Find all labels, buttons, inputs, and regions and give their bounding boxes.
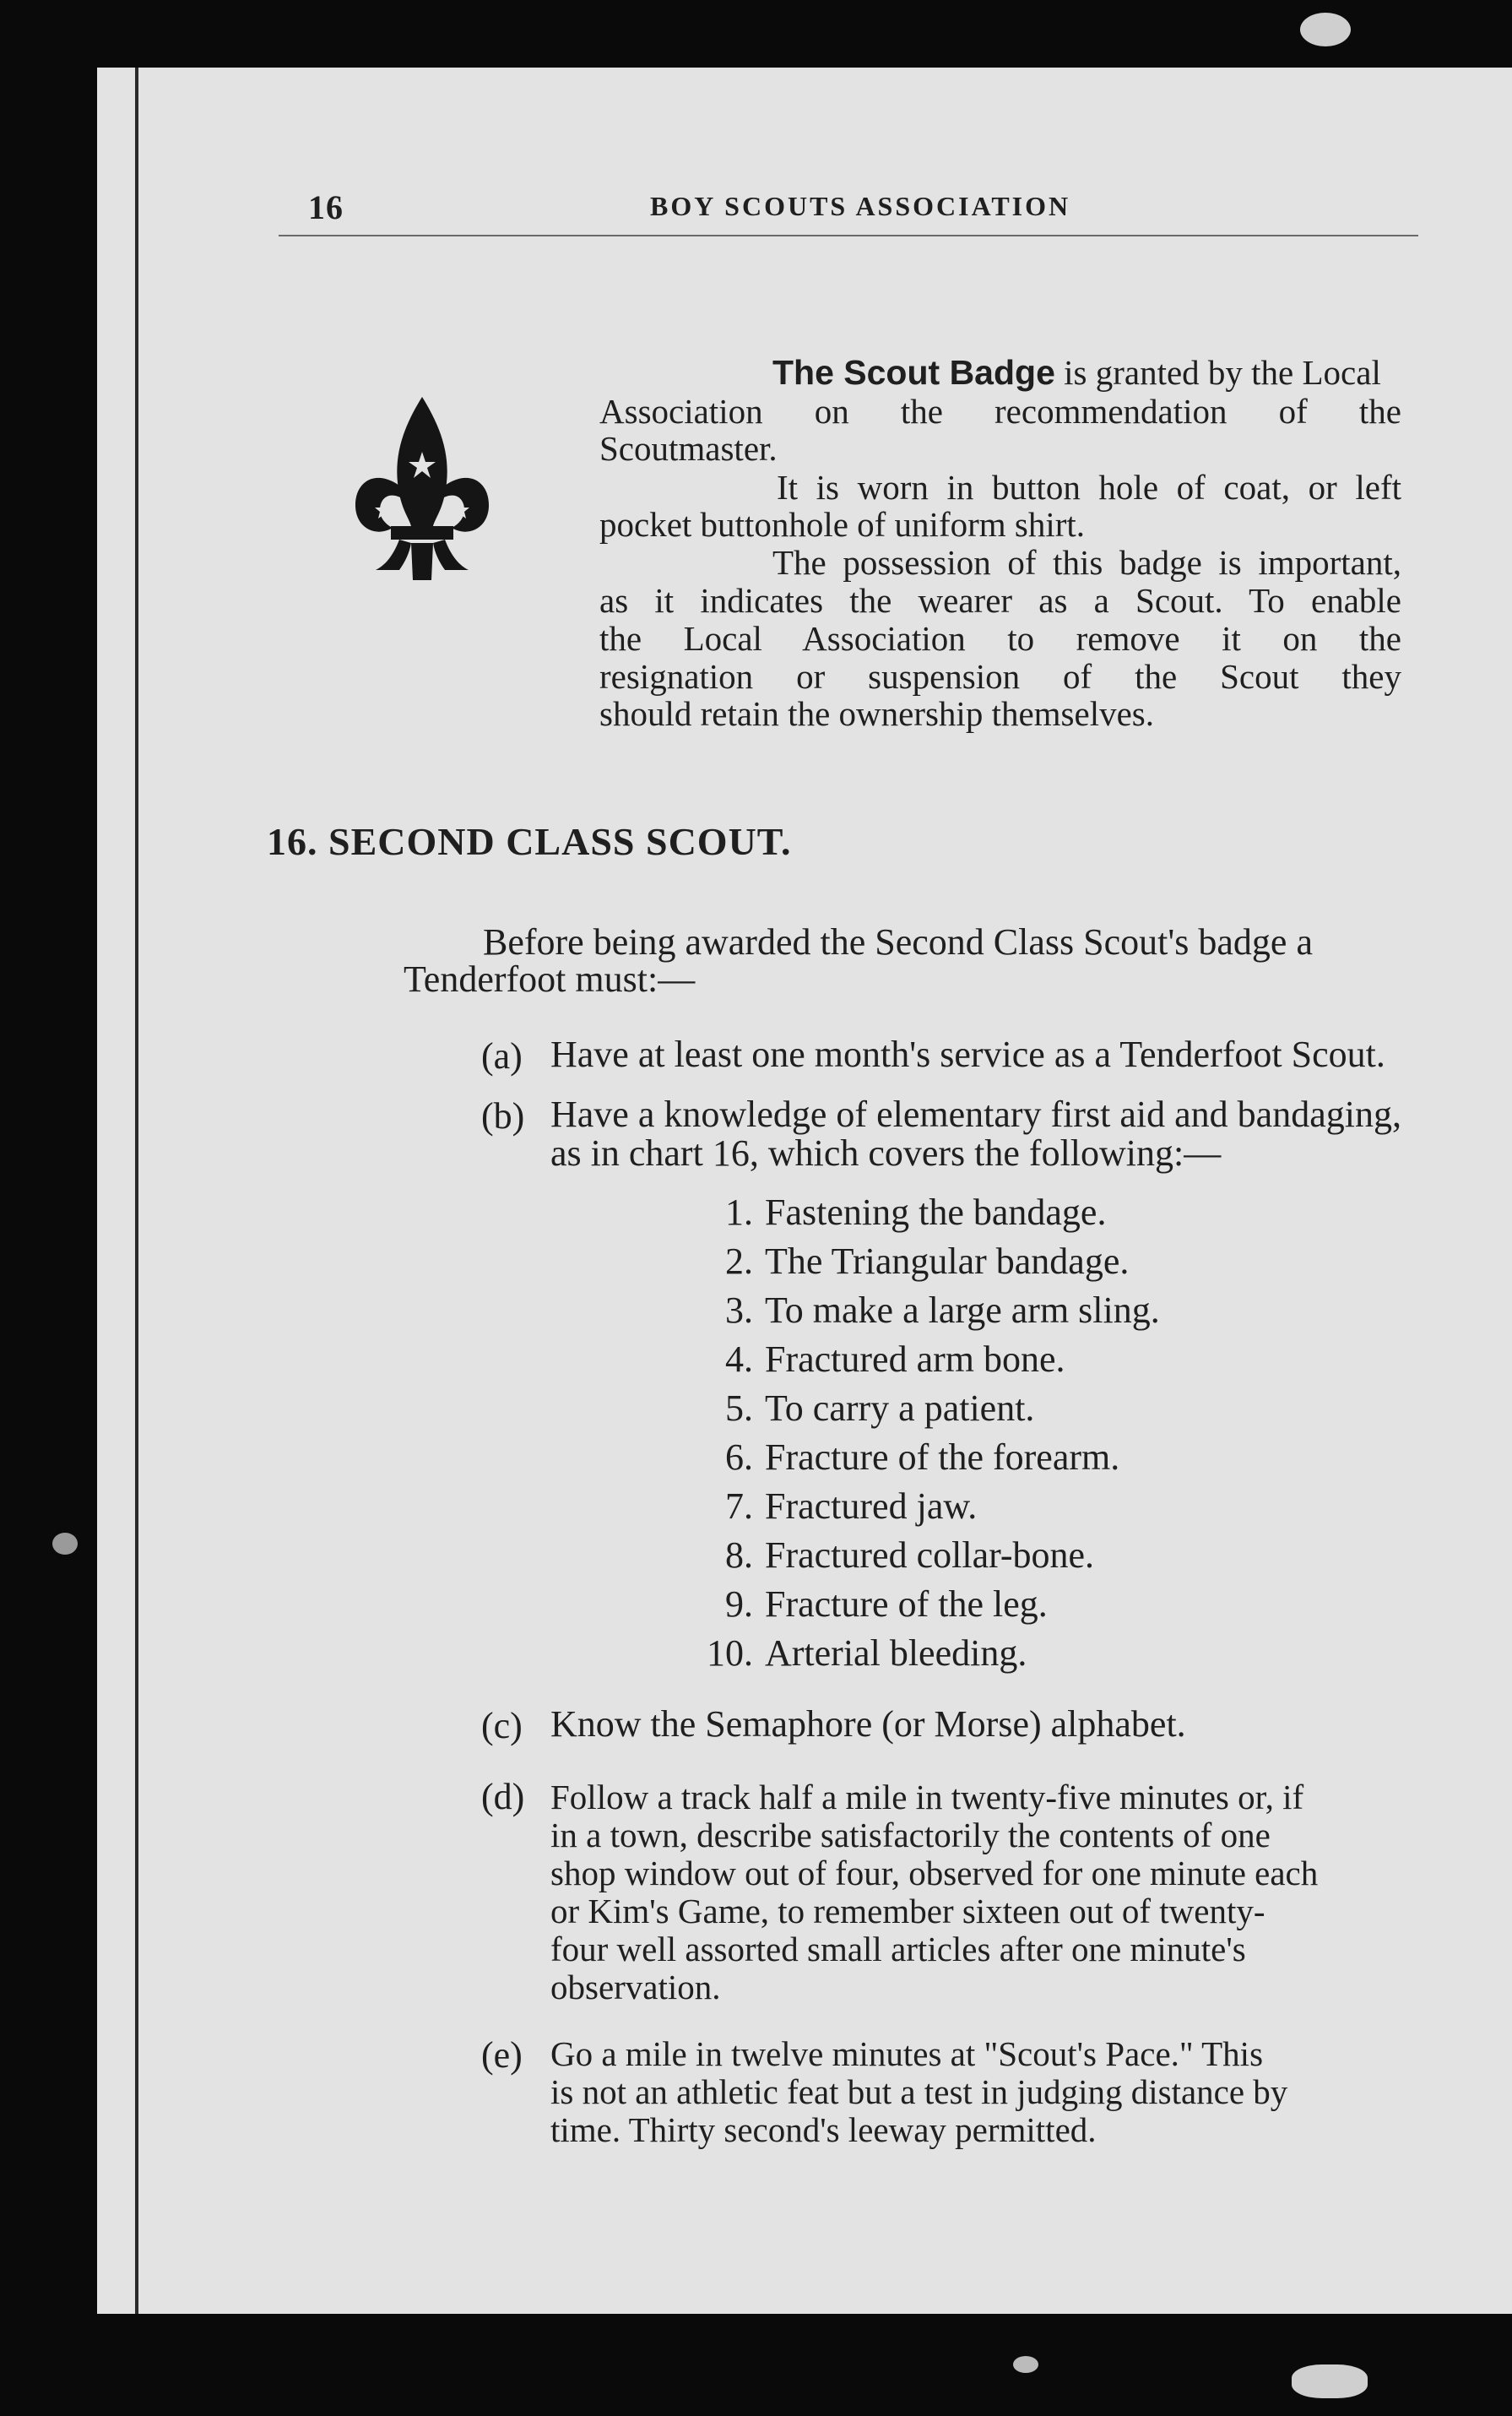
list-item bbox=[725, 1240, 1130, 1283]
item-c-label: (c) bbox=[481, 1705, 523, 1746]
scan-speck bbox=[1013, 2356, 1038, 2373]
item-d-line: Follow a track half a mile in twenty-five minutes or, if bbox=[550, 1778, 1304, 1816]
list-item-text: Fractured collar-bone. bbox=[765, 1534, 1095, 1576]
list-item-number: 1. bbox=[725, 1192, 753, 1233]
list-item-number: 8. bbox=[725, 1534, 753, 1576]
item-b-line: as in chart 16, which covers the following:— bbox=[550, 1132, 1222, 1174]
intro-line: Before being awarded the Second Class Scout's badge a bbox=[483, 921, 1313, 963]
badge-line: as it indicates the wearer as a Scout. To enable bbox=[599, 581, 1401, 620]
fleur-de-lis-icon bbox=[350, 393, 494, 587]
list-item-text: Fractured jaw. bbox=[765, 1485, 978, 1527]
list-item-number: 2. bbox=[725, 1241, 753, 1282]
item-d-label: (d) bbox=[481, 1776, 525, 1817]
badge-line: It is worn in button hole of coat, or left bbox=[777, 468, 1401, 507]
list-item bbox=[725, 1191, 1107, 1234]
item-e-line: is not an athletic feat but a test in judging distance by bbox=[550, 2072, 1288, 2111]
badge-line: Scoutmaster. bbox=[599, 429, 778, 468]
page-number: 16 bbox=[308, 188, 344, 226]
item-a-label: (a) bbox=[481, 1035, 523, 1077]
list-item-text: Fracture of the forearm. bbox=[765, 1436, 1120, 1478]
badge-lead: The Scout Badge bbox=[772, 353, 1055, 392]
item-d-line: shop window out of four, observed for one minute each bbox=[550, 1854, 1319, 1892]
item-d-line: observation. bbox=[550, 1968, 721, 2006]
list-item bbox=[725, 1534, 1095, 1577]
item-e-line: time. Thirty second's leeway permitted. bbox=[550, 2110, 1097, 2149]
scan-speck bbox=[52, 1533, 78, 1555]
item-d-line: or Kim's Game, to remember sixteen out of twenty- bbox=[550, 1892, 1265, 1930]
item-c-text: Know the Semaphore (or Morse) alphabet. bbox=[550, 1703, 1186, 1745]
list-item bbox=[725, 1583, 1048, 1626]
badge-first-line bbox=[772, 353, 1381, 392]
section-heading: 16. SECOND CLASS SCOUT. bbox=[267, 820, 792, 863]
item-a-text: Have at least one month's service as a Tenderfoot Scout. bbox=[550, 1034, 1385, 1075]
item-b-line: Have a knowledge of elementary first aid and bandaging, bbox=[550, 1094, 1401, 1135]
item-e-label: (e) bbox=[481, 2034, 523, 2076]
badge-line: should retain the ownership themselves. bbox=[599, 694, 1155, 733]
list-item bbox=[725, 1387, 1035, 1430]
list-item-number: 9. bbox=[725, 1583, 753, 1625]
intro-line: Tenderfoot must:— bbox=[404, 958, 696, 1000]
list-item bbox=[725, 1485, 978, 1528]
list-item-text: To carry a patient. bbox=[765, 1387, 1035, 1429]
list-item bbox=[725, 1289, 1160, 1332]
list-item bbox=[725, 1436, 1120, 1479]
item-d-line: four well assorted small articles after one minute's bbox=[550, 1930, 1246, 1968]
running-header-title: BOY SCOUTS ASSOCIATION bbox=[650, 191, 1071, 221]
header-rule bbox=[279, 235, 1418, 236]
item-e-line: Go a mile in twelve minutes at "Scout's Pace." This bbox=[550, 2034, 1264, 2073]
list-item bbox=[725, 1338, 1065, 1381]
list-item-text: The Triangular bandage. bbox=[765, 1241, 1130, 1282]
scan-speck bbox=[1292, 2364, 1368, 2398]
page-inner-edge-line bbox=[135, 68, 138, 2314]
list-item-text: Fastening the bandage. bbox=[765, 1192, 1107, 1233]
list-item-number: 10. bbox=[707, 1632, 753, 1674]
item-d-line: in a town, describe satisfactorily the contents of one bbox=[550, 1816, 1271, 1854]
list-item bbox=[707, 1631, 1027, 1675]
badge-line: resignation or suspension of the Scout they bbox=[599, 657, 1401, 696]
list-item-text: To make a large arm sling. bbox=[765, 1289, 1160, 1331]
list-item-number: 5. bbox=[725, 1387, 753, 1429]
list-item-text: Arterial bleeding. bbox=[765, 1632, 1027, 1674]
item-b-label: (b) bbox=[481, 1095, 525, 1137]
badge-line: the Local Association to remove it on the bbox=[599, 619, 1401, 658]
badge-line: Association on the recommendation of the bbox=[599, 392, 1401, 431]
list-item-number: 4. bbox=[725, 1338, 753, 1380]
list-item-number: 7. bbox=[725, 1485, 753, 1527]
list-item-text: Fractured arm bone. bbox=[765, 1338, 1065, 1380]
list-item-text: Fracture of the leg. bbox=[765, 1583, 1048, 1625]
list-item-number: 6. bbox=[725, 1436, 753, 1478]
badge-line: is granted by the Local bbox=[1064, 353, 1381, 392]
badge-line: The possession of this badge is important, bbox=[772, 543, 1401, 582]
scan-speck bbox=[1300, 13, 1351, 46]
badge-line: pocket buttonhole of uniform shirt. bbox=[599, 505, 1086, 544]
list-item-number: 3. bbox=[725, 1289, 753, 1331]
